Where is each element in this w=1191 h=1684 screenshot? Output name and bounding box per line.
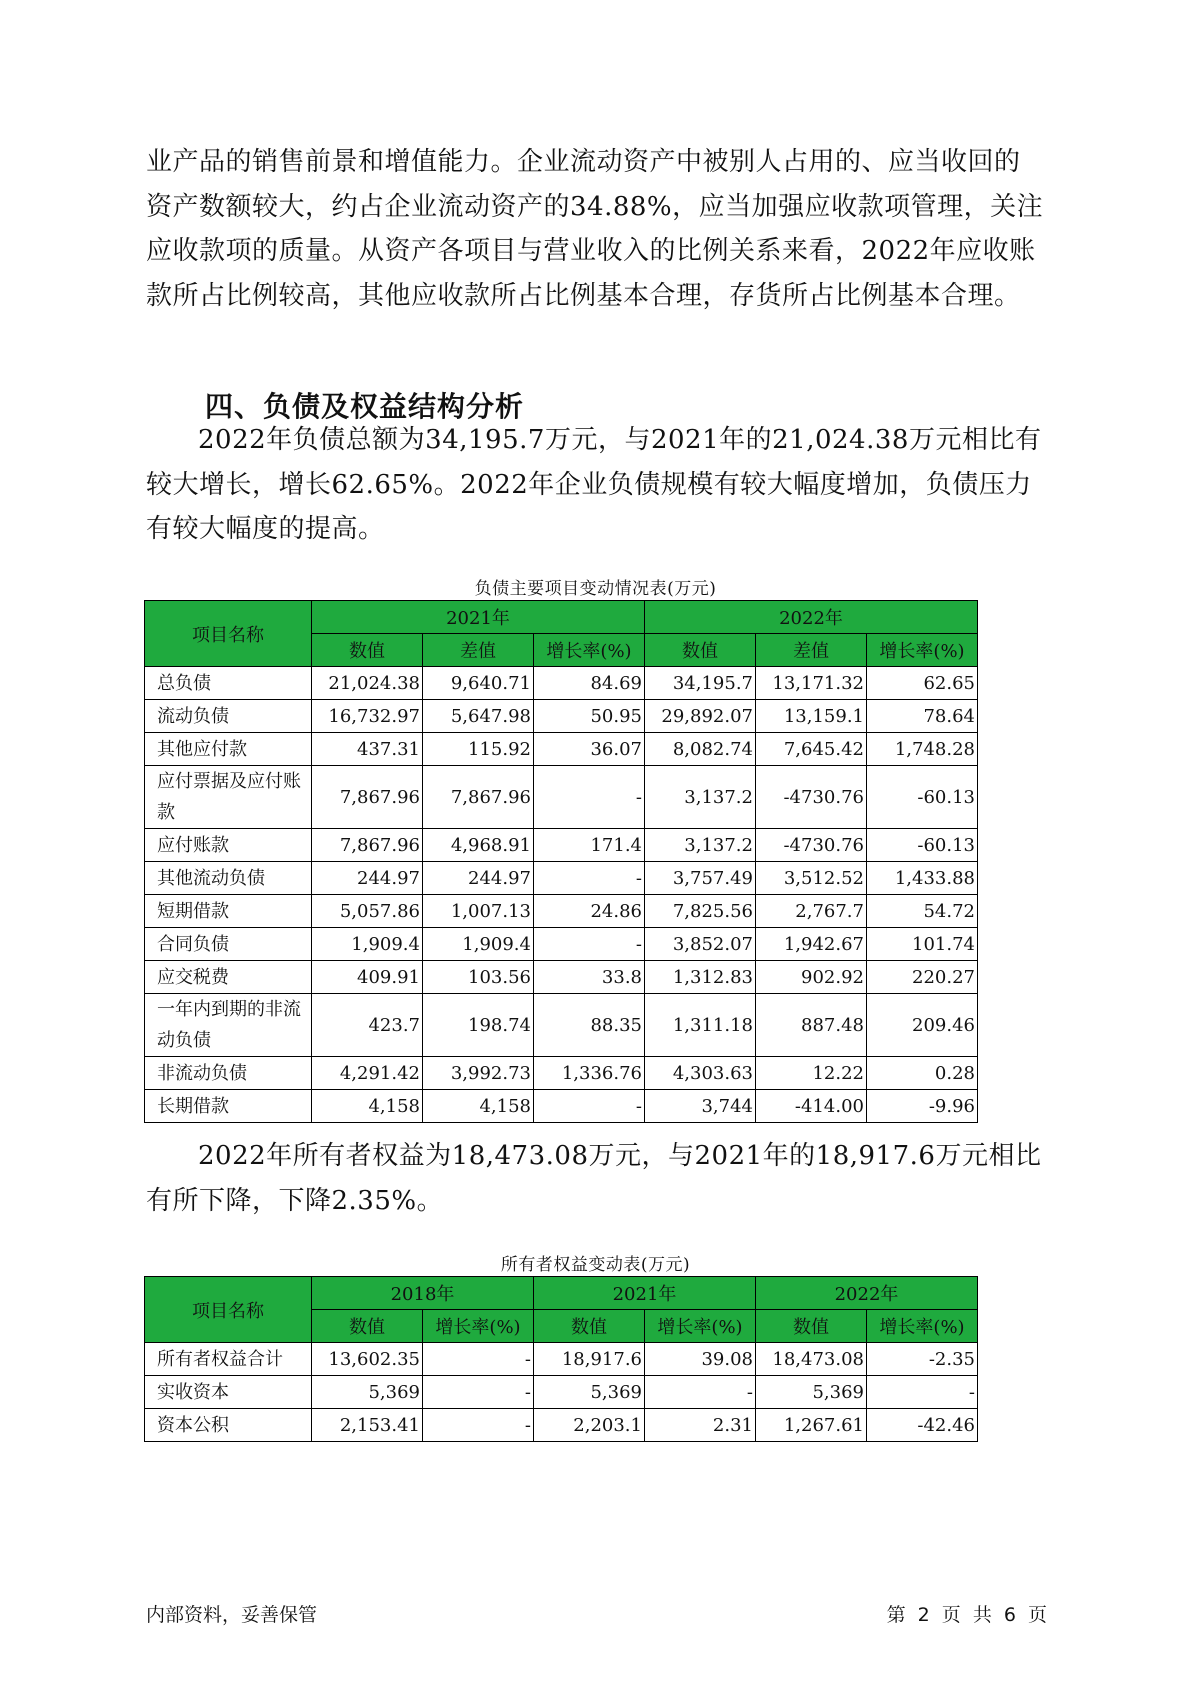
name-column-header: 项目名称 [145,601,312,667]
table-cell: 13,171.32 [756,667,867,700]
year-header: 2022年 [756,1277,978,1310]
table-cell: - [423,1343,534,1376]
table-cell: 171.4 [534,829,645,862]
column-header: 增长率(%) [423,1310,534,1343]
liability-table [144,600,978,1123]
table-cell: 198.74 [423,994,534,1057]
table-cell: 29,892.07 [645,700,756,733]
table-row [145,994,978,1057]
table-cell: 3,137.2 [645,766,756,829]
row-label: 所有者权益合计 [145,1343,312,1376]
table-row [145,928,978,961]
table-cell: 62.65 [867,667,978,700]
table-cell: 34,195.7 [645,667,756,700]
table-cell: 16,732.97 [312,700,423,733]
table-cell: -60.13 [867,766,978,829]
table-cell: 4,158 [423,1090,534,1123]
table-cell: 5,369 [312,1376,423,1409]
table-cell: -4730.76 [756,829,867,862]
row-label: 应付账款 [145,829,312,862]
table-cell: - [534,766,645,829]
table-cell: 88.35 [534,994,645,1057]
table-cell: 36.07 [534,733,645,766]
table-cell: 50.95 [534,700,645,733]
table-cell: 18,473.08 [756,1343,867,1376]
table-row [145,961,978,994]
table-cell: 3,137.2 [645,829,756,862]
table-cell: 437.31 [312,733,423,766]
table-cell: 115.92 [423,733,534,766]
intro-paragraph: 业产品的销售前景和增值能力。企业流动资产中被别人占用的、应当收回的资产数额较大，约占企业流动资产的34.88%，应当加强应收款项管理，关注应收款项的质量。从资产各项目与营业收入的比例关系来看，2022年应收账款所占比例较高，其他应收款所占比例基本合理，存货所占比例基本合理。 [146,147,1044,311]
table-cell: 1,312.83 [645,961,756,994]
table-cell: 3,512.52 [756,862,867,895]
name-column-header: 项目名称 [145,1277,312,1343]
table-cell: 7,867.96 [312,766,423,829]
table-cell: - [534,928,645,961]
row-label: 其他应付款 [145,733,312,766]
row-label: 应付票据及应付账款 [145,766,312,829]
column-header: 差值 [756,634,867,667]
row-label: 一年内到期的非流动负债 [145,994,312,1057]
column-header: 数值 [756,1310,867,1343]
equity-table-caption: 所有者权益变动表(万元) [500,1255,691,1275]
liability-paragraph: 2022年负债总额为34,195.7万元，与2021年的21,024.38万元相比有较大增长，增长62.65%。2022年企业负债规模有较大幅度增加，负债压力有较大幅度的提高。 [146,425,1042,544]
column-header: 增长率(%) [534,634,645,667]
row-label: 总负债 [145,667,312,700]
table-cell: 0.28 [867,1057,978,1090]
table-cell: -60.13 [867,829,978,862]
table-cell: 1,007.13 [423,895,534,928]
table-cell: 8,082.74 [645,733,756,766]
table-cell: 423.7 [312,994,423,1057]
table-cell: 1,942.67 [756,928,867,961]
table-cell: 3,992.73 [423,1057,534,1090]
table-cell: 84.69 [534,667,645,700]
year-header: 2021年 [312,601,645,634]
table-cell: 2,153.41 [312,1409,423,1442]
row-label: 长期借款 [145,1090,312,1123]
table-cell: - [423,1409,534,1442]
table-cell: - [534,1090,645,1123]
table-row [145,667,978,700]
table-cell: -414.00 [756,1090,867,1123]
table-cell: -42.46 [867,1409,978,1442]
table-cell: 13,602.35 [312,1343,423,1376]
table-row [145,1057,978,1090]
table-cell: 1,433.88 [867,862,978,895]
table-cell: -2.35 [867,1343,978,1376]
table-cell: 5,369 [756,1376,867,1409]
table-row [145,700,978,733]
table-cell: 21,024.38 [312,667,423,700]
table-cell: 1,336.76 [534,1057,645,1090]
table-cell: 902.92 [756,961,867,994]
year-header: 2021年 [534,1277,756,1310]
column-header: 增长率(%) [867,1310,978,1343]
table-row [145,829,978,862]
table-row [145,1090,978,1123]
section-heading: 四、负债及权益结构分析 [205,390,525,423]
table-cell: 39.08 [645,1343,756,1376]
row-label: 应交税费 [145,961,312,994]
row-label: 其他流动负债 [145,862,312,895]
table-cell: 887.48 [756,994,867,1057]
table-cell: 5,369 [534,1376,645,1409]
equity-paragraph: 2022年所有者权益为18,473.08万元，与2021年的18,917.6万元相比有所下降，下降2.35%。 [146,1141,1042,1216]
table-cell: 2.31 [645,1409,756,1442]
table-cell: 1,267.61 [756,1409,867,1442]
row-label: 合同负债 [145,928,312,961]
liability-table-caption: 负债主要项目变动情况表(万元) [474,579,717,599]
table-row [145,1343,978,1376]
row-label: 资本公积 [145,1409,312,1442]
table-cell: 101.74 [867,928,978,961]
table-cell: 244.97 [312,862,423,895]
table-cell: 209.46 [867,994,978,1057]
column-header: 数值 [645,634,756,667]
table-cell: 7,825.56 [645,895,756,928]
table-cell: - [534,862,645,895]
table-cell: 2,767.7 [756,895,867,928]
table-row [145,895,978,928]
table-cell: -9.96 [867,1090,978,1123]
table-row [145,1409,978,1442]
table-cell: -4730.76 [756,766,867,829]
table-row [145,1376,978,1409]
table-cell: 409.91 [312,961,423,994]
table-cell: 4,158 [312,1090,423,1123]
table-cell: 54.72 [867,895,978,928]
table-cell: 18,917.6 [534,1343,645,1376]
table-cell: 78.64 [867,700,978,733]
row-label: 短期借款 [145,895,312,928]
table-cell: 5,057.86 [312,895,423,928]
table-cell: 3,744 [645,1090,756,1123]
table-cell: 220.27 [867,961,978,994]
table-cell: 24.86 [534,895,645,928]
table-cell: - [867,1376,978,1409]
table-cell: - [423,1376,534,1409]
table-row [145,862,978,895]
row-label: 非流动负债 [145,1057,312,1090]
table-cell: 3,852.07 [645,928,756,961]
equity-table [144,1276,978,1442]
table-cell: 4,303.63 [645,1057,756,1090]
table-cell: 7,867.96 [423,766,534,829]
footer-page-number: 第 2 页 共 6 页 [886,1604,1047,1626]
table-cell: 2,203.1 [534,1409,645,1442]
table-cell: 4,291.42 [312,1057,423,1090]
table-cell: 13,159.1 [756,700,867,733]
row-label: 流动负债 [145,700,312,733]
table-cell: 5,647.98 [423,700,534,733]
table-cell: 4,968.91 [423,829,534,862]
column-header: 差值 [423,634,534,667]
table-cell: 33.8 [534,961,645,994]
column-header: 增长率(%) [645,1310,756,1343]
table-row [145,733,978,766]
table-cell: 7,867.96 [312,829,423,862]
table-cell: 12.22 [756,1057,867,1090]
table-cell: 1,909.4 [423,928,534,961]
table-cell: 244.97 [423,862,534,895]
column-header: 增长率(%) [867,634,978,667]
table-cell: 1,311.18 [645,994,756,1057]
table-cell: - [645,1376,756,1409]
table-cell: 1,909.4 [312,928,423,961]
footer-confidential-note: 内部资料，妥善保管 [146,1604,318,1626]
column-header: 数值 [312,1310,423,1343]
row-label: 实收资本 [145,1376,312,1409]
table-cell: 9,640.71 [423,667,534,700]
table-cell: 103.56 [423,961,534,994]
year-header: 2018年 [312,1277,534,1310]
column-header: 数值 [312,634,423,667]
table-cell: 1,748.28 [867,733,978,766]
year-header: 2022年 [645,601,978,634]
column-header: 数值 [534,1310,645,1343]
table-row [145,766,978,829]
table-cell: 3,757.49 [645,862,756,895]
table-cell: 7,645.42 [756,733,867,766]
